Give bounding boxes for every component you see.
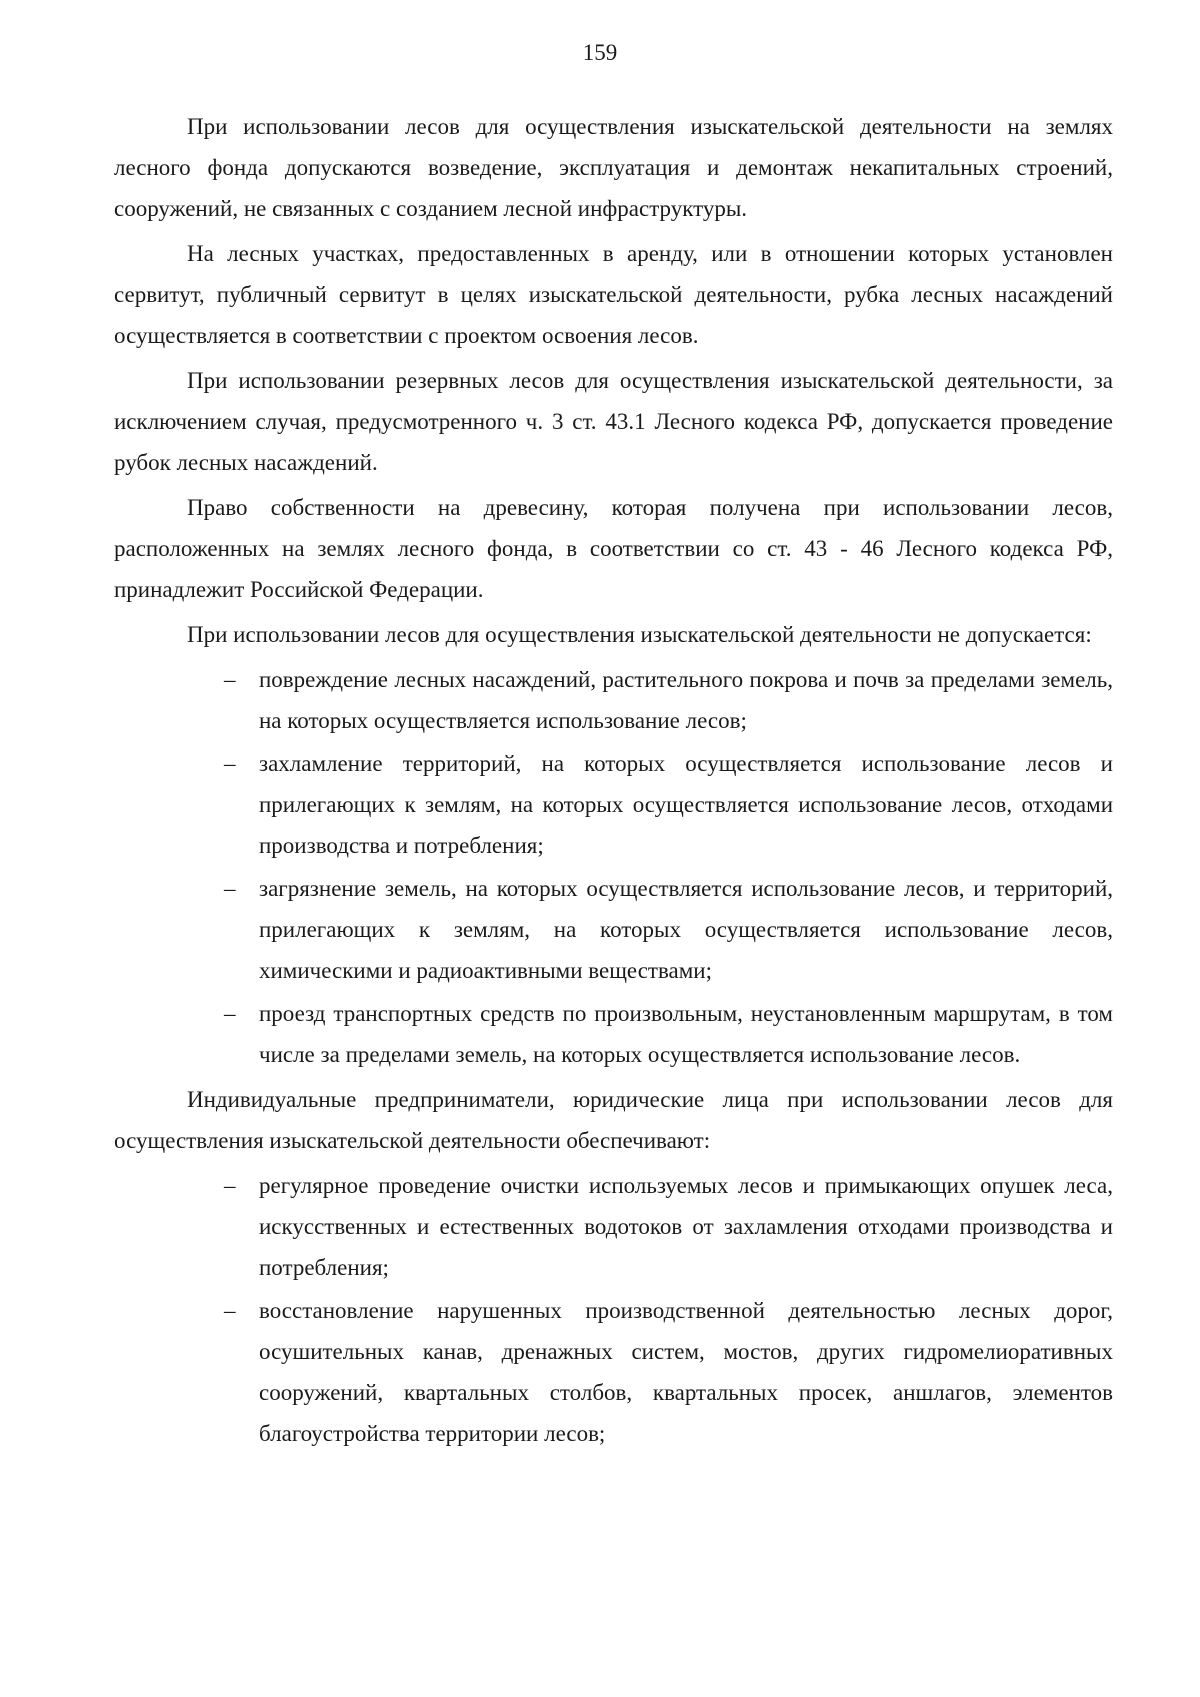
- paragraph: Индивидуальные предприниматели, юридические лица при использовании лесов для осуществления изыскательской деятельности обеспечивают:: [114, 1087, 1113, 1153]
- paragraph: Право собственности на древесину, которая получена при использовании лесов, расположенных на землях лесного фонда, в соответствии со ст. 43 - 46 Лесного кодекса РФ, принадлежит Российской Федерации.: [114, 495, 1113, 602]
- dash-marker: –: [224, 751, 236, 776]
- list-item: [114, 743, 1113, 866]
- dash-marker: –: [224, 876, 236, 901]
- paragraph: При использовании лесов для осуществления изыскательской деятельности на землях лесного фонда допускаются возведение, эксплуатация и демонтаж некапитальных строений, сооружений, не связанных с созданием лесной инфраструктуры.: [114, 114, 1113, 221]
- dash-marker: –: [224, 1001, 236, 1026]
- list-item: [114, 1290, 1113, 1454]
- list-item-text: захламление территорий, на которых осуществляется использование лесов и прилегающих к землям, на которых осуществляется использование лесов, отходами производства и потребления;: [259, 751, 1113, 858]
- dash-marker: –: [224, 1173, 236, 1198]
- list-item: [114, 868, 1113, 991]
- obligations-list: [114, 1165, 1113, 1454]
- list-item-text: проезд транспортных средств по произвольным, неустановленным маршрутам, в том числе за пределами земель, на которых осуществляется использование лесов.: [259, 1001, 1113, 1067]
- list-item: [114, 993, 1113, 1075]
- list-item: [114, 1165, 1113, 1288]
- paragraph: При использовании резервных лесов для осуществления изыскательской деятельности, за исключением случая, предусмотренного ч. 3 ст. 43.1 Лесного кодекса РФ, допускается проведение рубок лесных насаждений.: [114, 368, 1113, 475]
- list-item-text: повреждение лесных насаждений, растительного покрова и почв за пределами земель, на которых осуществляется использование лесов;: [259, 667, 1113, 733]
- list-item-text: восстановление нарушенных производственной деятельностью лесных дорог, осушительных канав, дренажных систем, мостов, других гидромелиоративных сооружений, квартальных столбов, квартальных просек, аншлагов, элементов благоустройства территории лесов;: [259, 1298, 1113, 1446]
- document-body: [114, 106, 1113, 1458]
- page-number: 159: [582, 40, 618, 65]
- list-item: [114, 659, 1113, 741]
- list-item-text: загрязнение земель, на которых осуществляется использование лесов, и территорий, прилегающих к землям, на которых осуществляется использование лесов, химическими и радиоактивными веществами;: [259, 876, 1113, 983]
- dash-marker: –: [224, 667, 236, 692]
- paragraph: При использовании лесов для осуществления изыскательской деятельности не допускается:: [187, 622, 1092, 647]
- prohibitions-list: [114, 659, 1113, 1075]
- paragraph: На лесных участках, предоставленных в аренду, или в отношении которых установлен сервитут, публичный сервитут в целях изыскательской деятельности, рубка лесных насаждений осуществляется в соответствии с проектом освоения лесов.: [114, 241, 1113, 348]
- list-item-text: регулярное проведение очистки используемых лесов и примыкающих опушек леса, искусственных и естественных водотоков от захламления отходами производства и потребления;: [259, 1173, 1113, 1280]
- dash-marker: –: [224, 1298, 236, 1323]
